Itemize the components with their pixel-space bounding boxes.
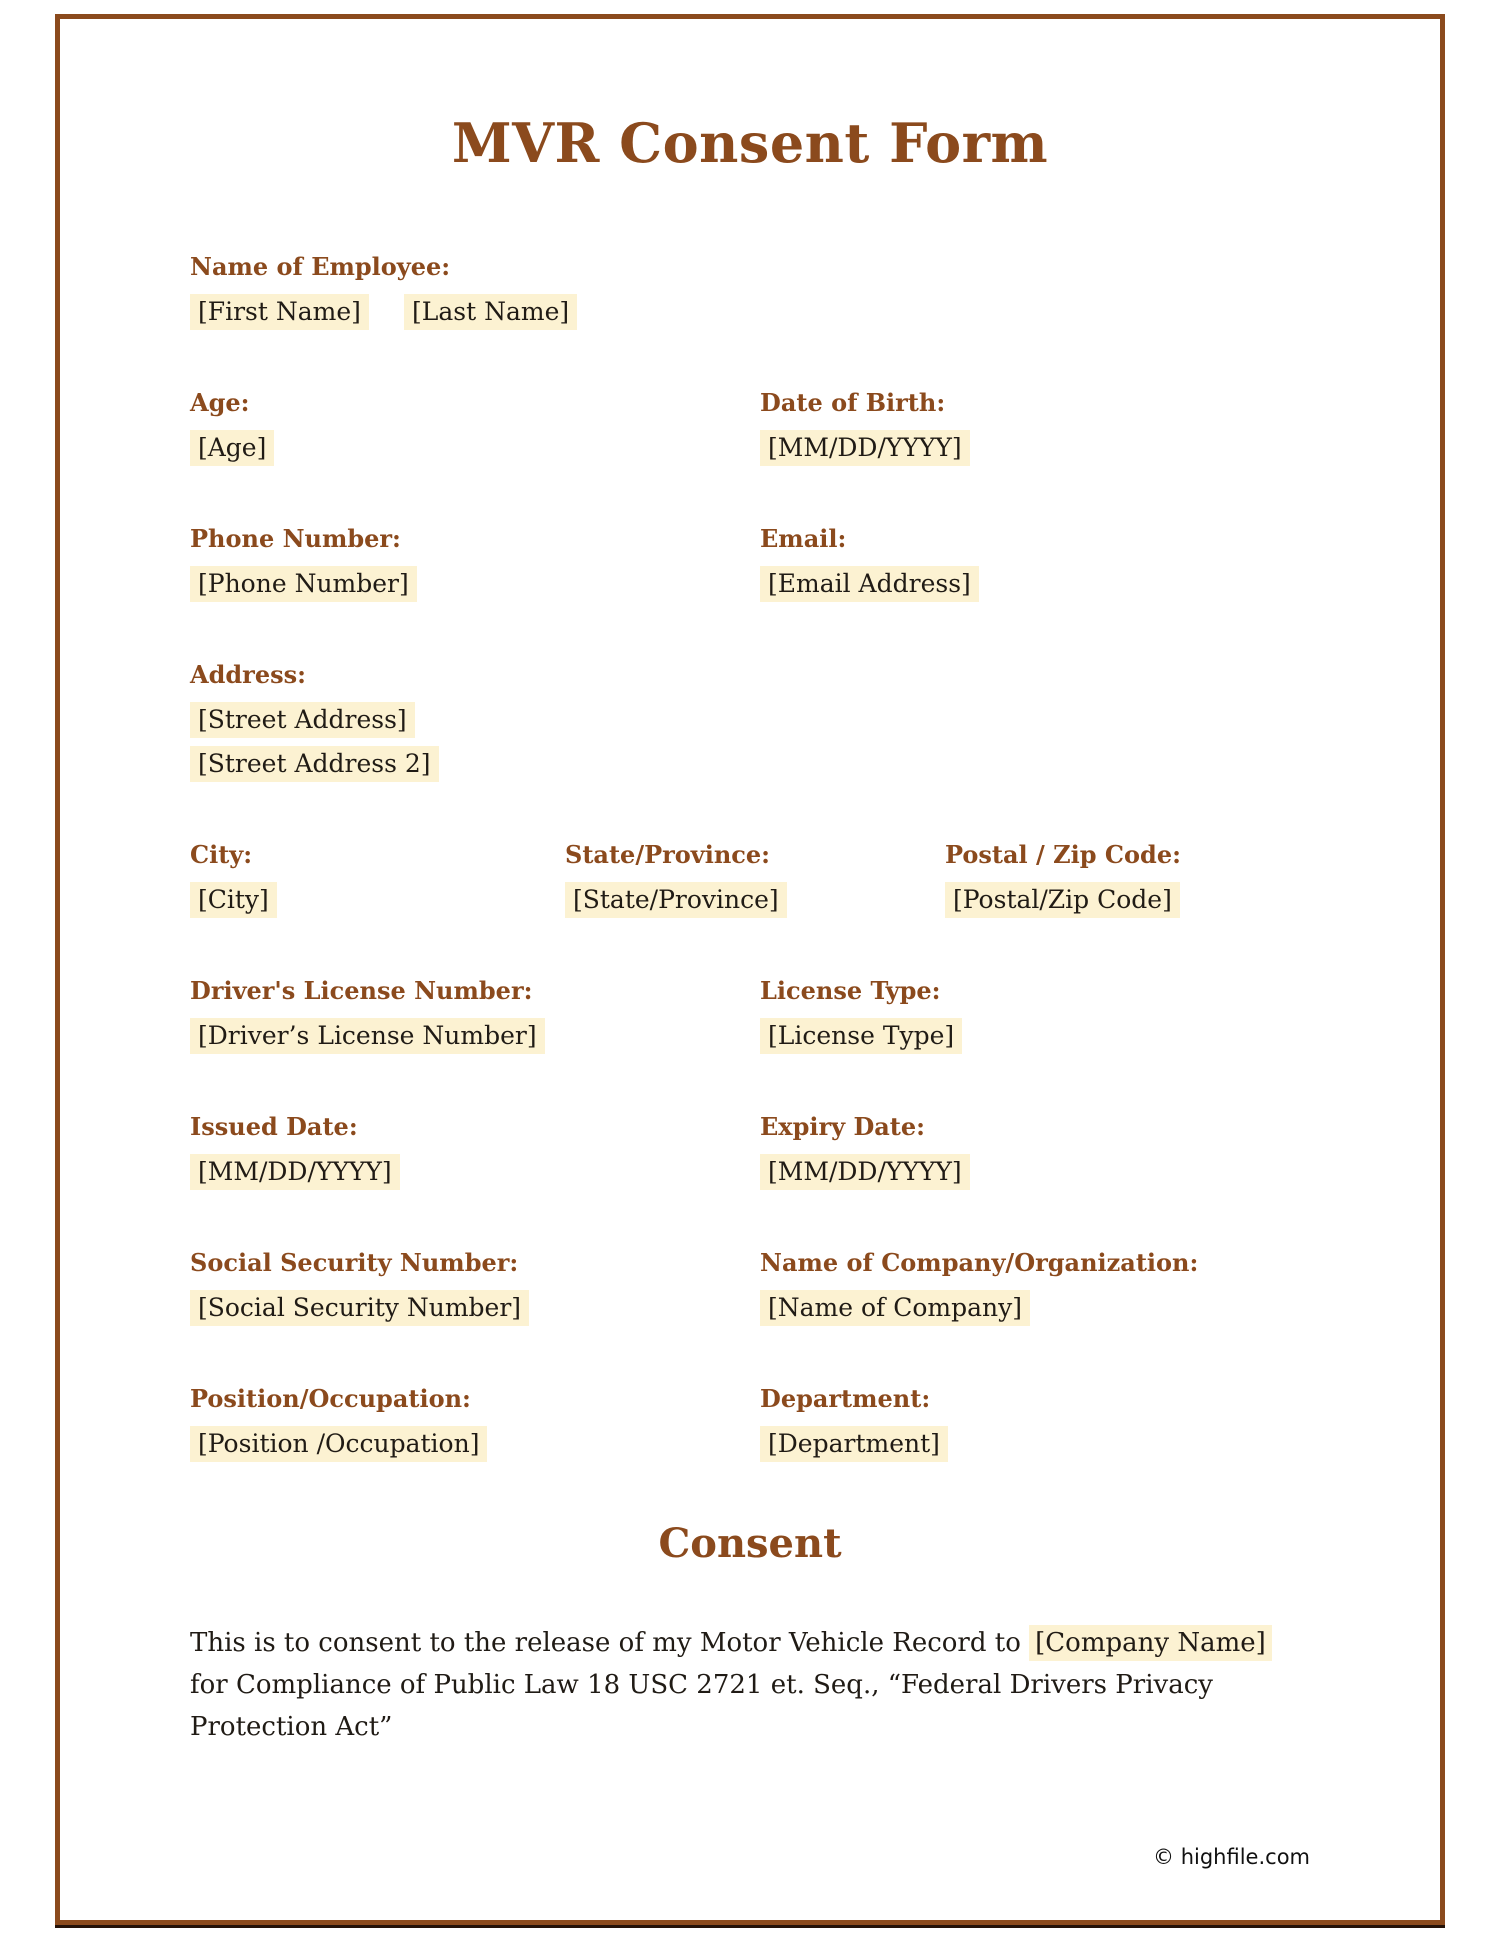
date-of-birth-placeholder[interactable]: [MM/DD/YYYY] [760,430,970,466]
expiry-date-label: Expiry Date: [760,1112,926,1142]
street-address-2-placeholder[interactable]: [Street Address 2] [190,746,439,782]
expiry-date-placeholder[interactable]: [MM/DD/YYYY] [760,1154,970,1190]
copyright-footer: © highfile.com [1153,1845,1310,1869]
postal-zip-placeholder[interactable]: [Postal/Zip Code] [945,882,1180,918]
row-phone-email [190,524,1310,602]
field-employee-name [190,252,1310,330]
consent-paragraph [190,1622,1310,1748]
row-city-state-postal [190,840,1310,918]
street-address-placeholder[interactable]: [Street Address] [190,702,415,738]
field-state-province [565,840,945,918]
department-label: Department: [760,1384,931,1414]
email-label: Email: [760,524,847,554]
ssn-label: Social Security Number: [190,1248,519,1278]
field-expiry-date [760,1112,1310,1190]
email-placeholder[interactable]: [Email Address] [760,566,979,602]
field-phone [190,524,760,602]
row-position-department [190,1384,1310,1462]
city-placeholder[interactable]: [City] [190,882,277,918]
row-license [190,976,1310,1054]
last-name-placeholder[interactable]: [Last Name] [404,294,577,330]
date-of-birth-label: Date of Birth: [760,388,946,418]
row-ssn-company [190,1248,1310,1326]
issued-date-placeholder[interactable]: [MM/DD/YYYY] [190,1154,400,1190]
field-company-name [760,1248,1310,1326]
consent-heading: Consent [658,1520,842,1568]
field-postal-zip [945,840,1310,918]
department-placeholder[interactable]: [Department] [760,1426,948,1462]
license-type-label: License Type: [760,976,941,1006]
license-type-placeholder[interactable]: [License Type] [760,1018,962,1054]
postal-zip-label: Postal / Zip Code: [945,840,1181,870]
position-label: Position/Occupation: [190,1384,471,1414]
age-label: Age: [190,388,250,418]
row-age-dob [190,388,1310,466]
phone-placeholder[interactable]: [Phone Number] [190,566,417,602]
phone-label: Phone Number: [190,524,401,554]
drivers-license-number-label: Driver's License Number: [190,976,533,1006]
ssn-placeholder[interactable]: [Social Security Number] [190,1290,529,1326]
position-placeholder[interactable]: [Position /Occupation] [190,1426,487,1462]
employee-name-label: Name of Employee: [190,252,451,282]
field-ssn [190,1248,760,1326]
field-date-of-birth [760,388,1310,466]
state-province-placeholder[interactable]: [State/Province] [565,882,787,918]
company-name-label: Name of Company/Organization: [760,1248,1199,1278]
field-drivers-license-number [190,976,760,1054]
field-address [190,660,1310,782]
consent-company-placeholder[interactable]: [Company Name] [1029,1625,1272,1661]
first-name-placeholder[interactable]: [First Name] [190,294,369,330]
age-placeholder[interactable]: [Age] [190,430,274,466]
row-dates [190,1112,1310,1190]
field-position [190,1384,760,1462]
drivers-license-number-placeholder[interactable]: [Driver’s License Number] [190,1018,545,1054]
field-license-type [760,976,1310,1054]
field-email [760,524,1310,602]
city-label: City: [190,840,253,870]
field-issued-date [190,1112,760,1190]
consent-text-before: This is to consent to the release of my Motor Vehicle Record to [190,1628,1030,1659]
consent-text-after: for Compliance of Public Law 18 USC 2721 et. Seq., “Federal Drivers Privacy Protection Act” [190,1670,1213,1743]
issued-date-label: Issued Date: [190,1112,358,1142]
company-name-placeholder[interactable]: [Name of Company] [760,1290,1030,1326]
address-label: Address: [190,660,306,690]
field-age [190,388,760,466]
page-title: MVR Consent Form [451,111,1049,175]
form-content [190,0,1310,1748]
field-department [760,1384,1310,1462]
state-province-label: State/Province: [565,840,771,870]
field-city [190,840,565,918]
